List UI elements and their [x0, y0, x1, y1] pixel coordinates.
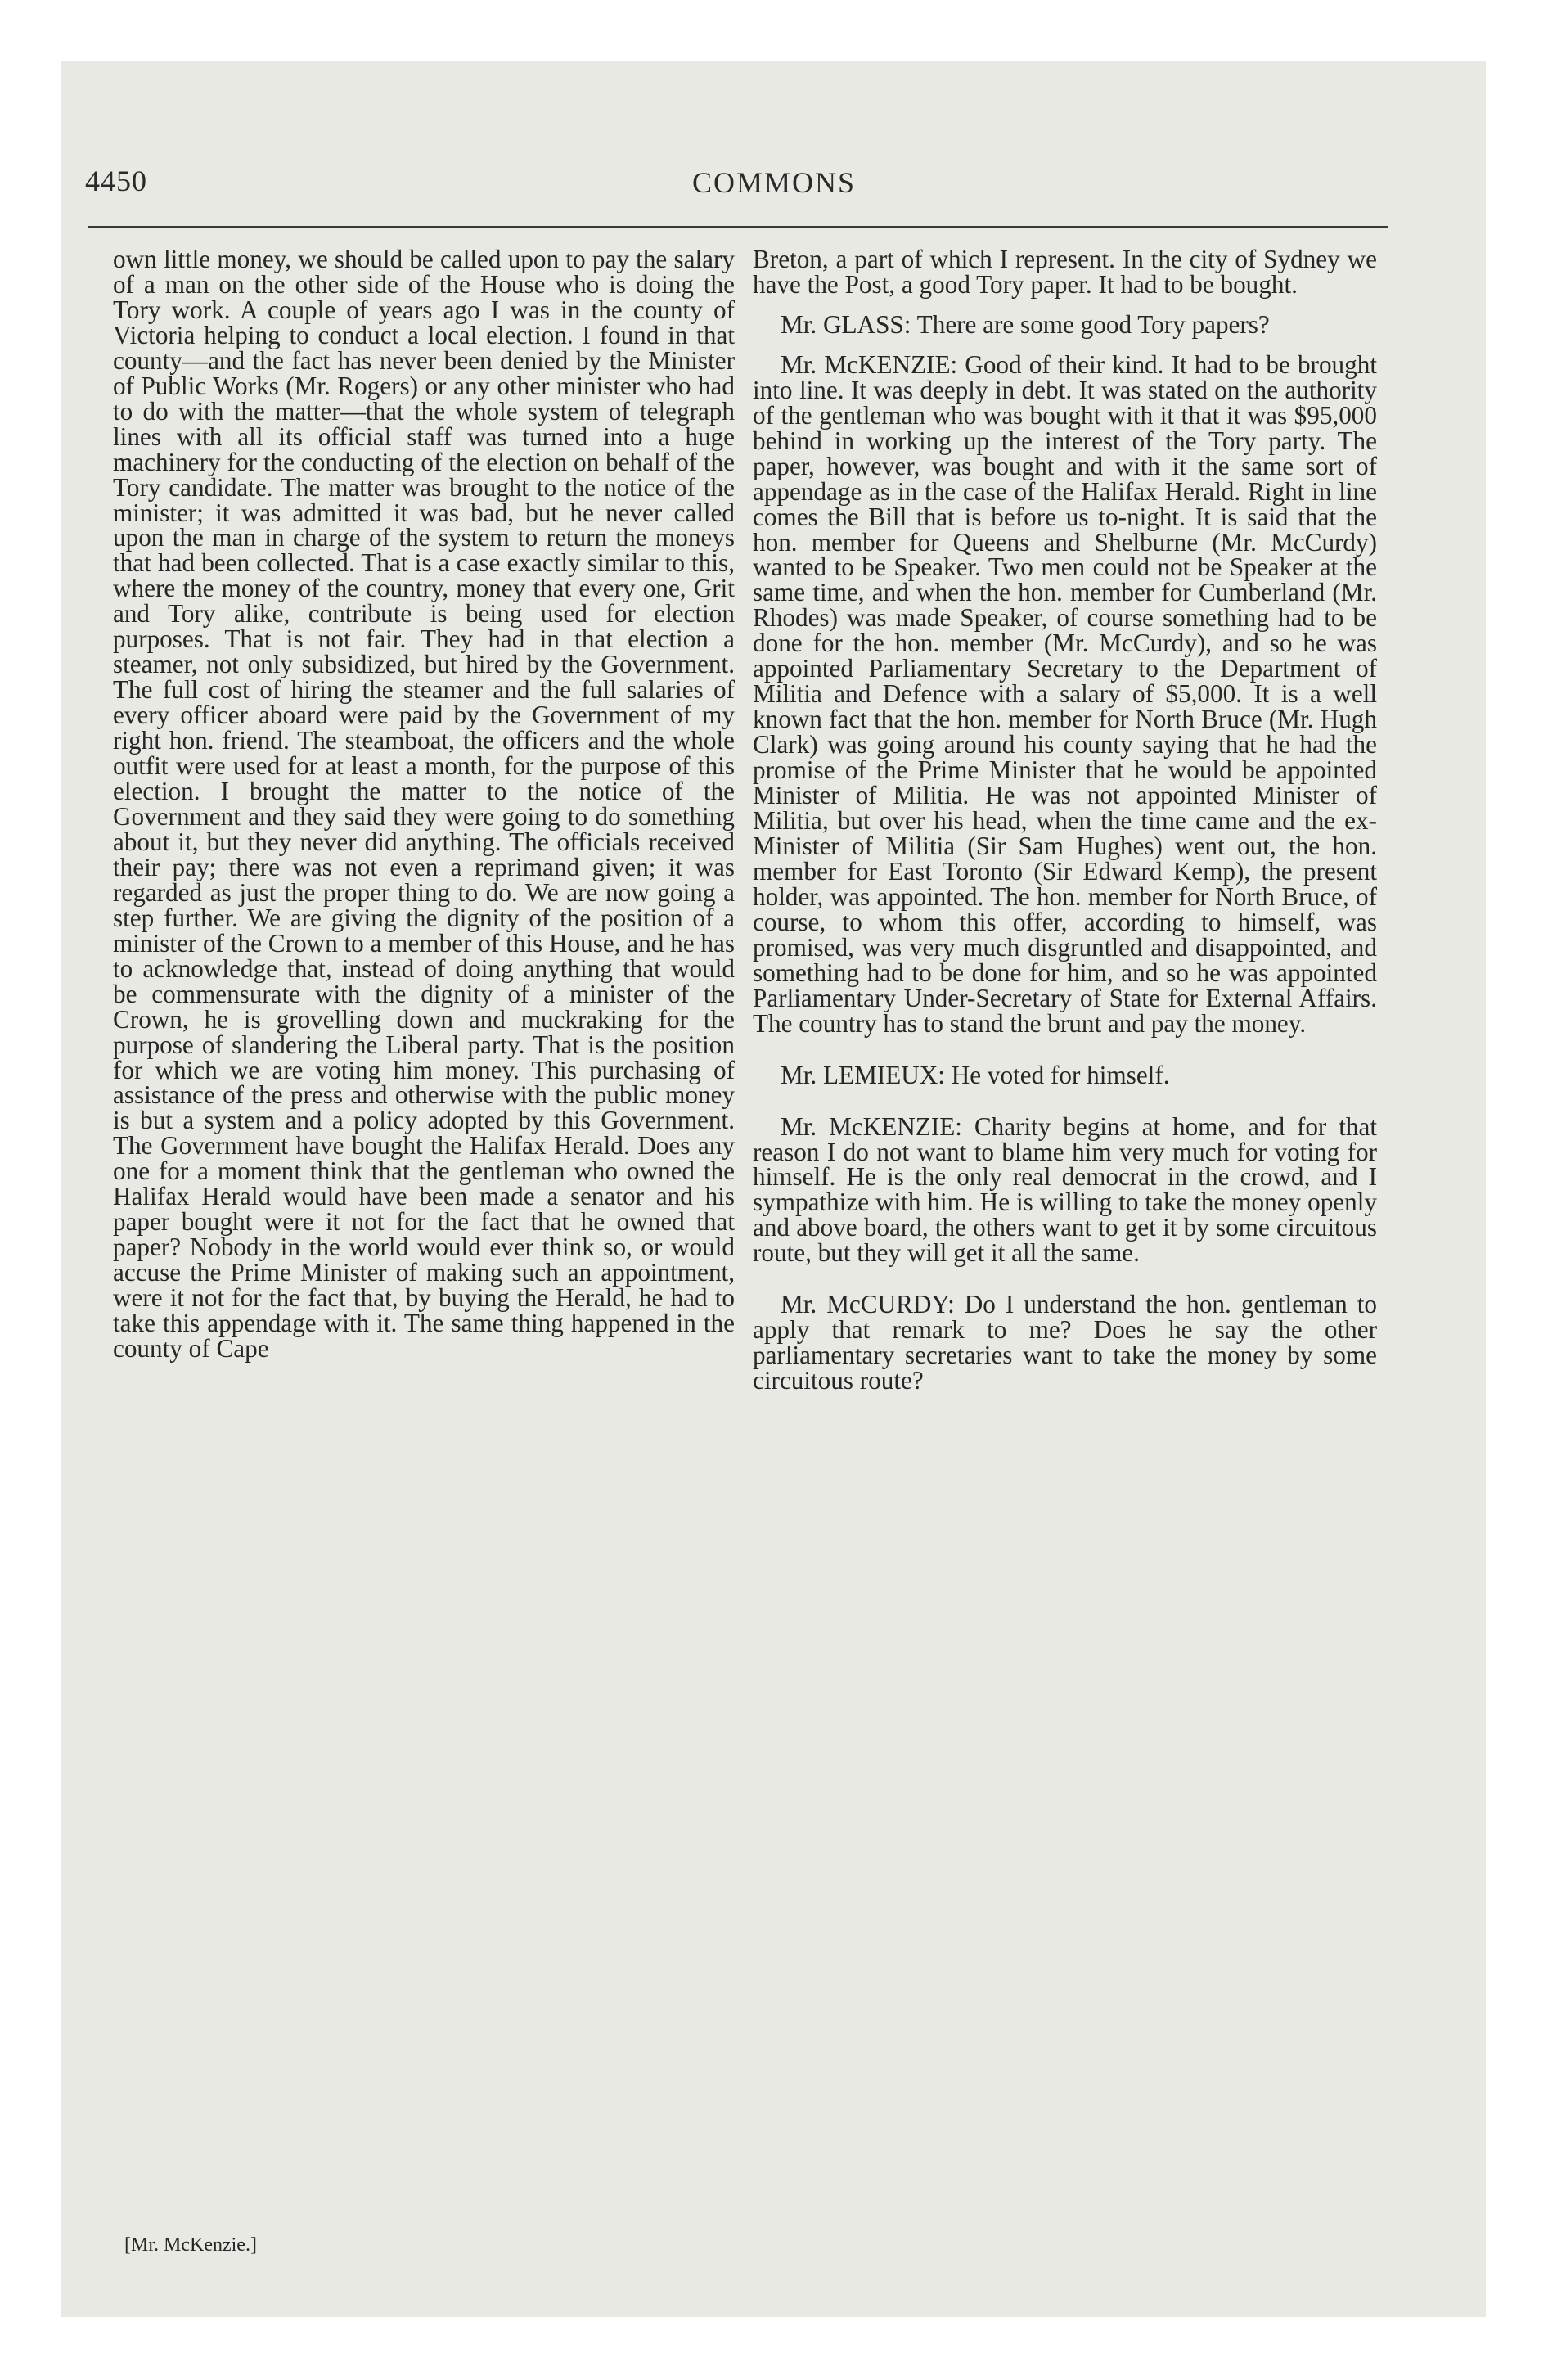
page-number: 4450 — [85, 165, 147, 197]
page-header-title: COMMONS — [691, 166, 857, 199]
paragraph-mccurdy: Mr. McCURDY: Do I understand the hon. gentleman to apply that remark to me? Does he say the other parliamentary secretaries want to take the money by some circuitous route? — [753, 1290, 1377, 1395]
left-column — [113, 247, 735, 1362]
paragraph-glass: Mr. GLASS: There are some good Tory papers? — [781, 309, 1270, 339]
header-rule — [88, 226, 1388, 228]
paragraph-breton: Breton, a part of which I represent. In the city of Sydney we have the Post, a good Tory paper. It had to be bought. — [753, 245, 1377, 299]
speaker-footer: [Mr. McKenzie.] — [124, 2234, 257, 2256]
paragraph-lemieux: Mr. LEMIEUX: He voted for himself. — [781, 1060, 1170, 1089]
paragraph-mckenzie-1: Mr. McKENZIE: Good of their kind. It had to be brought into line. It was deeply in debt. It was stated on the authority of the gentleman who was bought with it that it was $95,000 behind in working up the interest of the Tory party. The paper, however, was bought and with it the same sort of appendage as in the case of the Halifax Herald. Right in line comes the Bill that is before us to-night. It is said that the hon. member for Queens and Shelburne (Mr. McCurdy) wanted to be Speaker. Two men could not be Speaker at the same time, and when the hon. member for Cumberland (Mr. Rhodes) was made Speaker, of course something had to be done for the hon. member (Mr. McCurdy), and so he was appointed Parliamentary Secretary to the Department of Militia and Defence with a salary of $5,000. It is a well known fact that the hon. member for North Bruce (Mr. Hugh Clark) was going around his county saying that he had the promise of the Prime Minister that he would be appointed Minister of Militia. He was not appointed Minister of Militia, but over his head, when the time came and the ex-Minister of Militia (Sir Sam Hughes) went out, the hon. member for East Toronto (Sir Edward Kemp), the present holder, was appointed. The hon. member for North Bruce, of course, to whom this offer, according to himself, was promised, was very much disgruntled and disappointed, and something had to be done for him, and so he was appointed Parliamentary Under-Secretary of State for External Affairs. The country has to stand the brunt and pay the money. — [753, 349, 1377, 1038]
paragraph-mckenzie-2: Mr. McKENZIE: Charity begins at home, and for that reason I do not want to blame him very much for voting for himself. He is the only real democrat in the crowd, and I sympathize with him. He is willing to take the money openly and above board, the others want to get it by some circuitous route, but they will get it all the same. — [753, 1111, 1377, 1268]
right-column — [753, 247, 1377, 1394]
left-column-text: own little money, we should be called upon to pay the salary of a man on the other side of the House who is doing the Tory work. A couple of years ago I was in the county of Victoria helping to conduct a local election. I found in that county—and the fact has never been denied by the Minister of Public Works (Mr. Rogers) or any other minister who had to do with the matter—that the whole system of telegraph lines with all its official staff was turned into a huge machinery for the conducting of the election on behalf of the Tory candidate. The matter was brought to the notice of the minister; it was admitted it was bad, but he never called upon the man in charge of the system to return the moneys that had been collected. That is a case exactly similar to this, where the money of the country, money that every one, Grit and Tory alike, contribute is being used for election purposes. That is not fair. They had in that election a steamer, not only subsidized, but hired by the Government. The full cost of hiring the steamer and the full salaries of every officer aboard were paid by the Government of my right hon. friend. The steamboat, the officers and the whole outfit were used for at least a month, for the purpose of this election. I brought the matter to the notice of the Government and they said they were going to do something about it, but they never did anything. The officials received their pay; there was not even a reprimand given; it was regarded as just the proper thing to do. We are now going a step further. We are giving the dignity of the position of a minister of the Crown to a member of this House, and he has to acknowledge that, instead of doing anything that would be commensurate with the dignity of a minister of the Crown, he is grovelling down and muckraking for the purpose of slandering the Liberal party. That is the position for which we are voting him money. This purchasing of assistance of the press and otherwise with the public money is but a system and a policy adopted by this Government. The Government have bought the Halifax Herald. Does any one for a moment think that the gentleman who owned the Halifax Herald would have been made a senator and his paper bought were it not for the fact that he owned that paper? Nobody in the world would ever think so, or would accuse the Prime Minister of making such an appointment, were it not for the fact that, by buying the Herald, he had to take this appendage with it. The same thing happened in the county of Cape — [113, 245, 735, 1363]
